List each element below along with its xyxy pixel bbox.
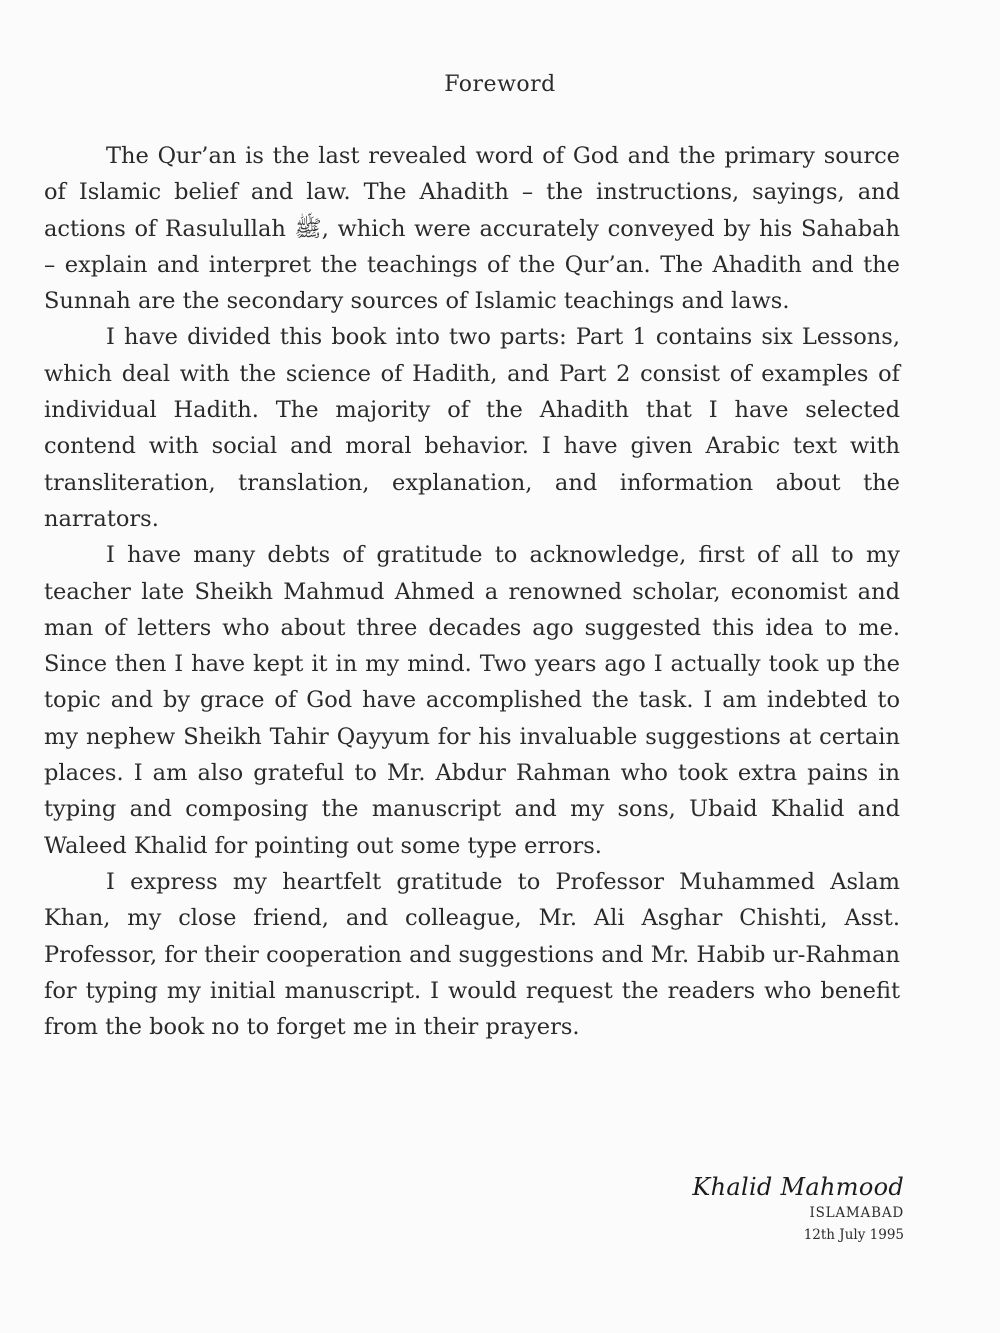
- author-signature: Khalid Mahmood: [692, 1173, 904, 1201]
- signature-place: ISLAMABAD: [809, 1205, 904, 1221]
- paragraph-1: The Qur’an is the last revealed word of God and the primary source of Islamic belief and law. The Ahadith – the instructions, sayings, and actions of Rasulullah ﷺ, which were accurately conveyed by his Sahabah – explain and interpret the teachings of the Qur’an. The Ahadith and the Sunnah are the secondary sources of Islamic teachings and laws.: [44, 143, 900, 315]
- paragraph-3: I have many debts of gratitude to acknowledge, first of all to my teacher late Sheikh Mahmud Ahmed a renowned scholar, economist and man of letters who about three decades ago suggested this idea to me. Since then I have kept it in my mind. Two years ago I actually took up the topic and by grace of God have accomplished the task. I am indebted to my nephew Sheikh Tahir Qayyum for his invaluable suggestions at certain places. I am also grateful to Mr. Abdur Rahman who took extra pains in typing and composing the manuscript and my sons, Ubaid Khalid and Waleed Khalid for pointing out some type errors.: [44, 542, 900, 859]
- page-title: Foreword: [444, 72, 556, 97]
- paragraph-2: I have divided this book into two parts: Part 1 contains six Lessons, which deal with the science of Hadith, and Part 2 consist of examples of individual Hadith. The majority of the Ahadith that I have selected contend with social and moral behavior. I have given Arabic text with transliteration, translation, explanation, and information about the narrators.: [44, 324, 900, 532]
- signature-block: [692, 1172, 904, 1246]
- body-text: [44, 138, 900, 1045]
- paragraph-4: I express my heartfelt gratitude to Professor Muhammed Aslam Khan, my close friend, and colleague, Mr. Ali Asghar Chishti, Asst. Professor, for their cooperation and suggestions and Mr. Habib ur-Rahman for typing my initial manuscript. I would request the readers who benefit from the book no to forget me in their prayers.: [44, 868, 900, 1041]
- signature-date: 12th July 1995: [803, 1227, 904, 1243]
